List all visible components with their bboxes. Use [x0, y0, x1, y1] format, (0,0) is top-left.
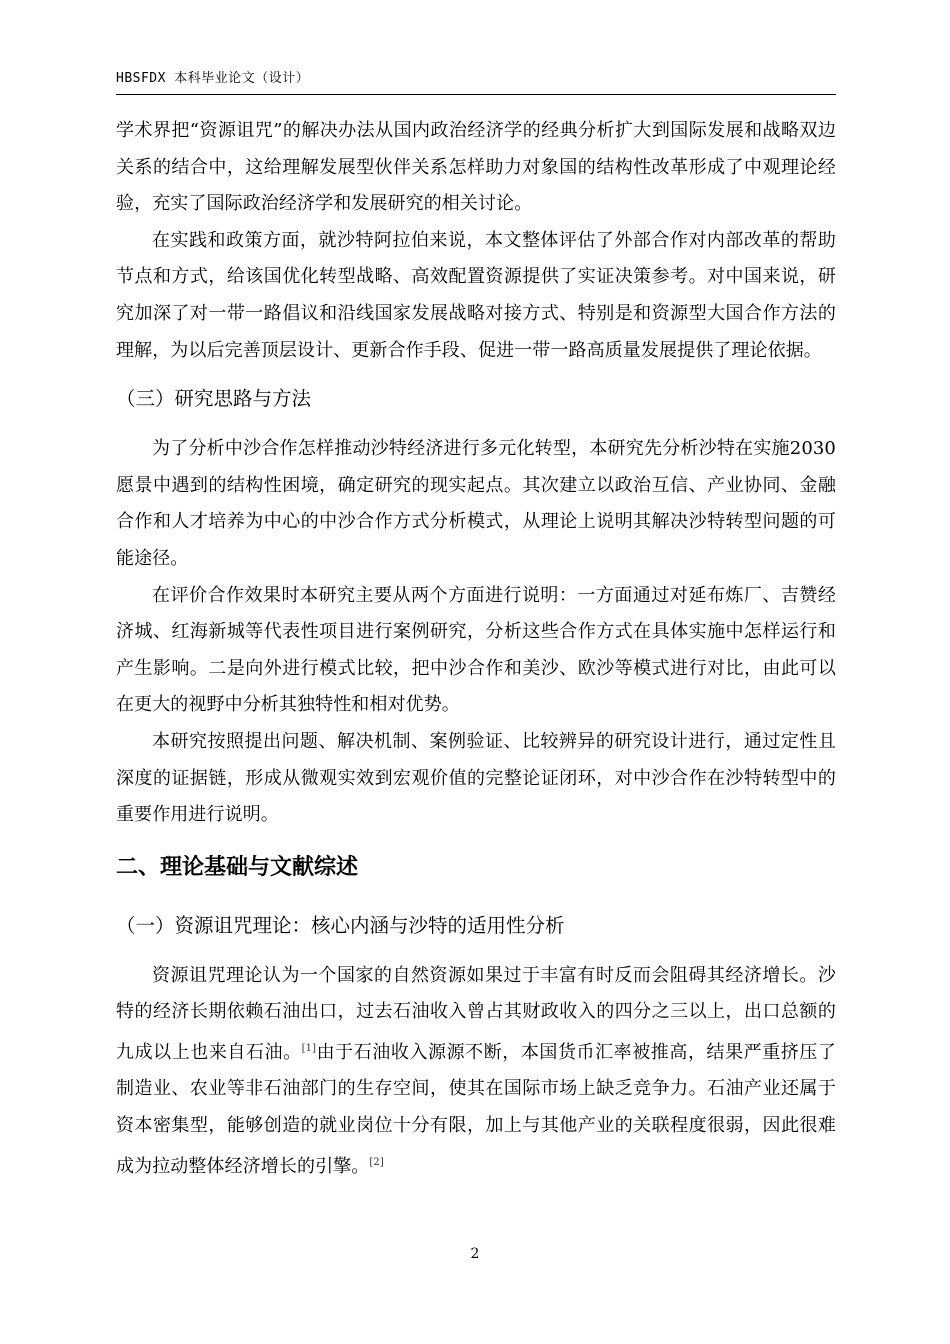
paragraph-text-part2: 由于石油收入源源不断，本国货币汇率被推高，结果严重挤压了制造业、农业等非石油部门的生存空间，使其在国际市场上缺乏竞争力。石油产业还属于资本密集型，能够创造的就业岗位十分有限，加上与其他产业的关联程度很弱，因此很难成为拉动整体经济增长的引擎。	[116, 1041, 837, 1177]
citation-ref-1[interactable]: [1]	[301, 1042, 317, 1054]
paragraph-research-design: 本研究按照提出问题、解决机制、案例验证、比较辨异的研究设计进行，通过定性且深度的证据链，形成从微观实效到宏观价值的完整论证闭环，对中沙合作在沙特转型中的重要作用进行说明。	[116, 730, 836, 826]
running-header: HBSFDX 本科毕业论文（设计）	[116, 67, 836, 95]
paragraph-text-part1: 资源诅咒理论认为一个国家的自然资源如果过于丰富有时反而会阻碍其经济增长。沙特的经济长期依赖石油出口，过去石油收入曾占其财政收入的四分之三以上，出口总额的九成以上也来自石油。	[116, 964, 836, 1063]
paragraph-practice-significance: 在实践和政策方面，就沙特阿拉伯来说，本文整体评估了外部合作对内部改革的帮助节点和方式，给该国优化转型战略、高效配置资源提供了实证决策参考。对中国来说，研究加深了对一带一路倡议和沿线国家发展战略对接方式、特别是和资源型大国合作方法的理解，为以后完善顶层设计、更新合作手段、促进一带一路高质量发展提供了理论依据。	[116, 229, 836, 361]
chapter-heading-theory: 二、理论基础与文献综述	[116, 854, 359, 880]
section-heading-research-approach: （三）研究思路与方法	[116, 387, 312, 411]
paragraph-continued: 学术界把“资源诅咒”的解决办法从国内政治经济学的经典分析扩大到国际发展和战略双边关系的结合中，这给理解发展型伙伴关系怎样助力对象国的结构性改革形成了中观理论经验，充实了国际政治经济学和发展研究的相关讨论。	[116, 120, 836, 215]
page-number: 2	[470, 1246, 480, 1262]
section-heading-resource-curse: （一）资源诅咒理论：核心内涵与沙特的适用性分析	[116, 913, 565, 937]
citation-ref-2[interactable]: [2]	[369, 1156, 384, 1168]
page-content	[116, 113, 836, 1185]
paragraph-evaluation-method: 在评价合作效果时本研究主要从两个方面进行说明：一方面通过对延布炼厂、吉赞经济城、红海新城等代表性项目进行案例研究，分析这些合作方式在具体实施中怎样运行和产生影响。二是向外进行模式比较，把中沙合作和美沙、欧沙等模式进行对比，由此可以在更大的视野中分析其独特性和相对优势。	[116, 584, 836, 716]
paragraph-research-approach: 为了分析中沙合作怎样推动沙特经济进行多元化转型，本研究先分析沙特在实施2030愿景中遇到的结构性困境，确定研究的现实起点。其次建立以政治互信、产业协同、金融合作和人才培养为中心的中沙合作方式分析模式，从理论上说明其解决沙特转型问题的可能途径。	[116, 438, 836, 569]
paragraph-resource-curse	[116, 958, 836, 1186]
